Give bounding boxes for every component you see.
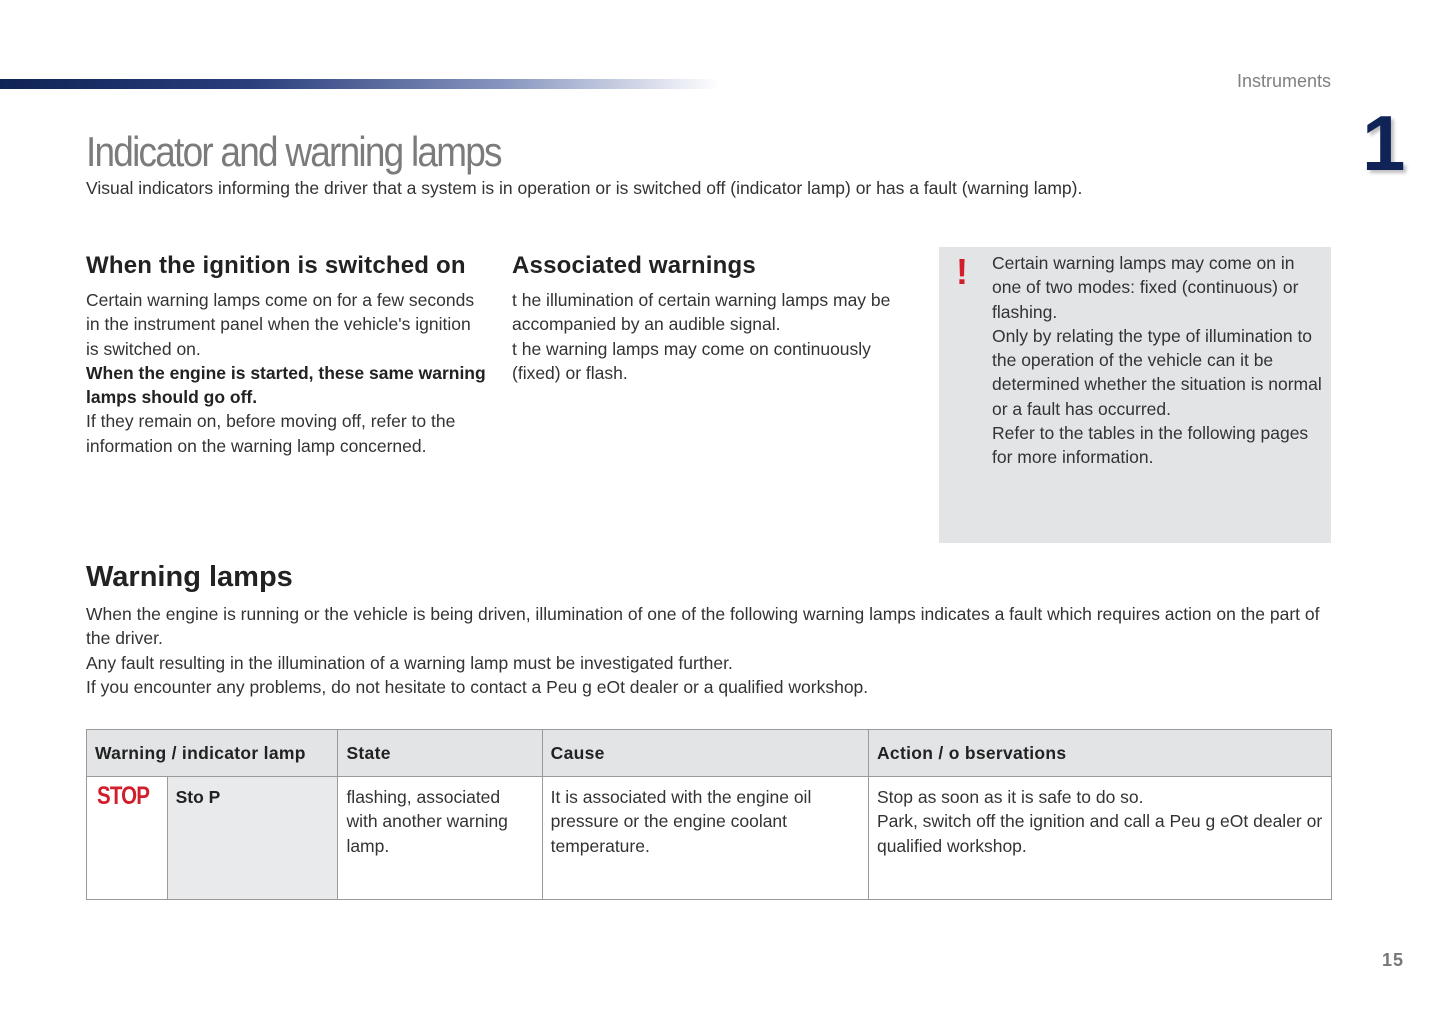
note-line-2: Only by relating the type of illumination to the operation of the vehicle can it be determined whether the situation is normal or a fault has occurred. [992, 325, 1322, 419]
lamp-name: Sto P [167, 777, 338, 900]
table-row [87, 777, 1332, 900]
header-cause: Cause [542, 730, 868, 777]
page-number: 15 [1382, 950, 1405, 970]
header-action: Action / o bservations [868, 730, 1331, 777]
stop-warning-icon: STOP [97, 782, 150, 810]
warning-lamps-text [86, 602, 1326, 699]
warning-lamps-paragraph-3: If you encounter any problems, do not hesitate to contact a Peu g eOt dealer or a qualified workshop. [86, 676, 869, 697]
exclamation-icon: ! [956, 251, 968, 292]
section-label: Instruments [1236, 71, 1331, 91]
lamp-action-line-2: Park, switch off the ignition and call a Peu g eOt dealer or qualified workshop. [876, 811, 1323, 856]
associated-warnings-section [512, 252, 912, 385]
page-subtitle: Visual indicators informing the driver that a system is in operation or is switched off (indicator lamp) or has a fault (warning lamp). [86, 178, 1083, 198]
lamp-icon-cell [87, 777, 168, 900]
ignition-bold-text: When the engine is started, these same warning lamps should go off. [86, 362, 486, 408]
note-line-1: Certain warning lamps may come on in one of two modes: fixed (continuous) or flashing. [992, 253, 1299, 322]
ignition-text-1: Certain warning lamps come on for a few seconds in the instrument panel when the vehicle's ignition is switched on. [86, 290, 475, 359]
associated-text-1: t he illumination of certain warning lamps may be accompanied by an audible signal. [512, 290, 891, 335]
note-line-3: Refer to the tables in the following pages for more information. [992, 423, 1309, 468]
page-title: Indicator and warning lamps [86, 128, 501, 175]
note-box [939, 247, 1331, 543]
lamp-action [868, 777, 1331, 900]
warning-lamps-table [86, 729, 1332, 900]
warning-lamps-paragraph-1: When the engine is running or the vehicle is being driven, illumination of one of the following warning lamps indicates a fault which requires action on the part of the driver. [86, 604, 1320, 649]
lamp-cause: It is associated with the engine oil pressure or the engine coolant temperature. [542, 777, 868, 900]
ignition-text [86, 288, 486, 458]
lamp-state: flashing, associated with another warning lamp. [338, 777, 542, 900]
associated-heading: Associated warnings [512, 252, 756, 279]
ignition-section [86, 252, 486, 458]
chapter-number: 1 [1362, 99, 1406, 187]
note-text [992, 251, 1324, 470]
header-state: State [338, 730, 542, 777]
warning-lamps-heading: Warning lamps [86, 561, 293, 593]
table-header-row [87, 730, 1332, 777]
warning-lamps-paragraph-2: Any fault resulting in the illumination of a warning lamp must be investigated further. [86, 652, 733, 673]
ignition-heading: When the ignition is switched on [86, 252, 466, 279]
ignition-text-2: If they remain on, before moving off, refer to the information on the warning lamp concerned. [86, 411, 456, 456]
associated-text-2: t he warning lamps may come on continuously (fixed) or flash. [512, 338, 871, 383]
lamp-action-line-1: Stop as soon as it is safe to do so. [876, 787, 1144, 807]
header-lamp: Warning / indicator lamp [87, 730, 338, 777]
header-gradient-bar [0, 79, 720, 89]
associated-text [512, 288, 912, 385]
